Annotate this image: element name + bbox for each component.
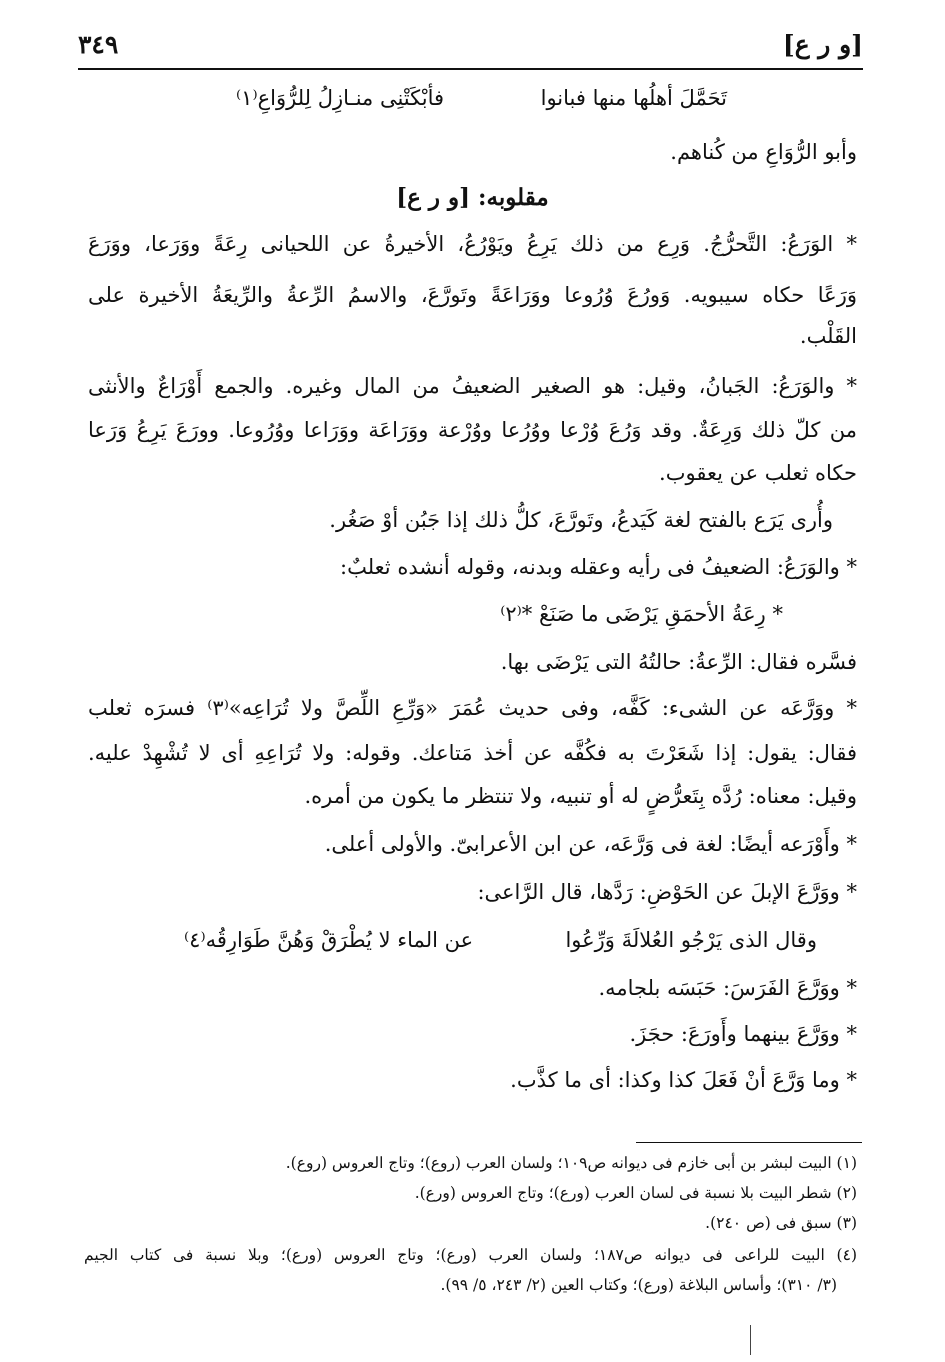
footnote-4: (٤) البيت للراعى فى ديوانه ص١٨٧؛ ولسان العرب (ورع)؛ وتاج العروس (ورع)؛ وبلا نسبة فى كتاب الجيم: [84, 1246, 857, 1264]
footnote-1: (١) البيت لبشر بن أبى خازم فى ديوانه ص١٠٩؛ ولسان العرب (روع)؛ وتاج العروس (روع).: [285, 1154, 857, 1172]
line-7: حكاه ثعلب عن يعقوب.: [659, 461, 857, 485]
footnote-3: (٣) سبق فى (ص ٢٤٠).: [705, 1214, 857, 1232]
line-14: وقيل: معناه: رُدَّه بِتَعرُّضٍ له أو تنبيه، ولا تنتظر ما يكون من أمره.: [304, 784, 857, 808]
line-6: من كلّ ذلك وَرِعَةٌ. وقد وَرُعَ وُرْعا ووُرُعا ووُرْعة ووَرَاعَة ووَرَاعا ووُرُوعا. وورَعَ يَرِعُ وَرَعا: [88, 418, 857, 442]
line-2: * الوَرَعُ: التَّحرُّجُ. وَرِع من ذلك يَرِعُ ويَوْرُعُ، الأخيرةُ عن اللحيانى رِعَةً ووَرَعا، ووَرَعَ: [88, 232, 857, 256]
verse2-second-hemistich: عن الماء لا يُطْرَقْ وَهُنَّ طَوَارِقُه⁽٤⁾: [184, 928, 474, 952]
footnote-rule: [636, 1142, 862, 1143]
line-8: وأُرى يَرَع بالفتح لغة كَيَدعُ، وتَورَّعَ، كلُّ ذلك إذا جَبُن أوْ صَغُر.: [329, 508, 833, 532]
page-number: ٣٤٩: [78, 30, 119, 59]
line-1: وأبو الرُّوَاعِ من كُناهم.: [670, 140, 857, 164]
line-19: * ووَرَّعَ بينهما وأَورَعَ: حجَزَ.: [629, 1022, 857, 1046]
line-9: * والوَرَعُ: الضعيفُ فى رأيه وعقله وبدنه، وقوله أنشده ثعلبٌ:: [340, 555, 857, 579]
margin-mark: [750, 1325, 751, 1355]
footnote-4-continued: (٣/ ٣١٠)؛ وأساس البلاغة (ورع)؛ وكتاب العين (٢/ ٢٤٣، ٥/ ٩٩).: [440, 1276, 837, 1294]
footnote-2: (٢) شطر البيت بلا نسبة فى لسان العرب (ورع)؛ وتاج العروس (ورع).: [414, 1184, 857, 1202]
root-label: [و ر ع]: [782, 30, 863, 59]
section-heading: مقلوبه: [و ر ع]: [396, 184, 549, 211]
line-3: وَرَعًا حكاه سيبويه. وَورُعَ وُرُوعا ووَرَاعَةً وتَورَّعَ، والاسمُ الرِّعةُ والرِّيعَةُ الأخيرة على: [88, 283, 857, 307]
verse1-second-hemistich: [236, 86, 444, 110]
verse1-first-hemistich: تَحَمَّلَ أهلُها منها فبانوا: [540, 86, 727, 110]
line-16: * ووَرَّعَ الإبلَ عن الحَوْضِ: رَدَّها، قال الرَّاعى:: [477, 880, 857, 904]
line-15: * وأَوْرَعه أيضًا: لغة فى وَرَّعَه، عن ابن الأعرابىّ. والأولى أعلى.: [324, 832, 857, 856]
verse1-note-ref: ⁽١⁾: [236, 86, 258, 110]
line-12: * ووَرَّعَه عن الشىء: كَفَّه، وفى حديث عُمَرَ «وَرِّعِ اللِّصَّ ولا تُرَاعِه»⁽٣⁾ فسرَه ثعلب: [88, 696, 857, 720]
verse2-first-hemistich: وقال الذى يَرْجُو العُلالَةَ وَرِّعُوا: [565, 928, 817, 952]
verse1-second-text: فأبْكَتْنِى منـازِلُ لِلرُّوَاعِ: [257, 86, 445, 110]
line-18: * ووَرَّعَ الفَرَسَ: حَبَسَه بلجامه.: [598, 976, 857, 1000]
header-rule: [78, 68, 863, 70]
line-10-verse: * رِعَةُ الأحمَقِ يَرْضَى ما صَنَعْ *⁽٢⁾: [500, 602, 783, 626]
line-11: فسَّره فقال: الرِّعةُ: حالتُهُ التى يَرْضَى بها.: [500, 650, 857, 674]
line-4: القَلْب.: [799, 324, 857, 348]
line-13: فقال: يقول: إذا شَعَرْتَ به فكُفَّه عن أخذ مَتاعك. وقوله: ولا تُرَاعِهِ أى لا تُشْهِدْ عليه.: [88, 741, 857, 765]
page-header: [78, 30, 863, 66]
line-5: * والوَرَعُ: الجَبانُ، وقيل: هو الصغير الضعيفُ من المال وغيره. والجمع أَوْرَاعٌ والأنثى: [88, 374, 857, 398]
line-20: * وما وَرَّعَ أنْ فَعَلَ كذا وكذا: أى ما كذَّب.: [510, 1068, 857, 1092]
